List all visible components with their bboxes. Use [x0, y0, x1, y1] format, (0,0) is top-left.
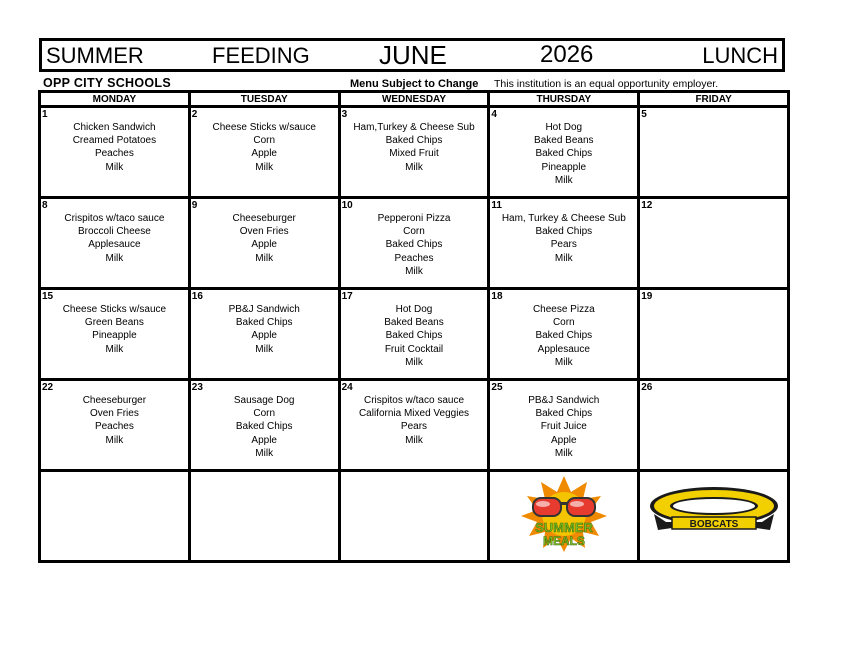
day-cell — [639, 107, 789, 198]
menu-item: Green Beans — [84, 317, 144, 329]
menu-items — [191, 381, 338, 460]
menu-items — [341, 199, 488, 278]
week-row — [40, 198, 789, 289]
title-bar — [39, 38, 785, 72]
menu-item: Milk — [405, 161, 423, 173]
menu-item: Apple — [251, 330, 277, 342]
weekday-header: TUESDAY — [189, 92, 339, 107]
menu-item: Cheeseburger — [232, 213, 296, 224]
menu-item: Milk — [554, 356, 573, 368]
menu-item: Oven Fries — [89, 408, 139, 420]
menu-item: Cheese Pizza — [532, 304, 595, 315]
day-number: 1 — [42, 109, 48, 120]
menu-items — [490, 108, 637, 187]
menu-item: PB&J Sandwich — [528, 395, 600, 406]
day-number: 18 — [491, 291, 503, 302]
menu-items — [341, 381, 488, 447]
title-month: JUNE — [379, 40, 447, 70]
calendar-body — [40, 107, 789, 471]
menu-item: Milk — [255, 161, 274, 173]
menu-items — [341, 108, 488, 174]
menu-item: Applesauce — [537, 343, 590, 355]
menu-item: Ham,Turkey & Cheese Sub — [353, 122, 475, 133]
menu-item: Hot Dog — [545, 122, 583, 133]
menu-items — [640, 381, 787, 394]
menu-item: Broccoli Cheese — [77, 226, 151, 238]
menu-item: Corn — [253, 135, 276, 147]
day-number: 26 — [641, 382, 653, 393]
menu-item: Corn — [403, 226, 425, 238]
menu-item: Ham, Turkey & Cheese Sub — [501, 213, 626, 224]
day-number: 17 — [341, 291, 353, 302]
menu-item: Baked Chips — [235, 317, 293, 329]
weekday-header: WEDNESDAY — [339, 92, 489, 107]
menu-item: Pears — [550, 239, 577, 251]
menu-item: Creamed Potatoes — [72, 135, 157, 147]
menu-item: Baked Chips — [535, 226, 593, 238]
week-row — [40, 380, 789, 471]
menu-item: Milk — [554, 174, 573, 186]
bobcats-logo-graphic — [644, 484, 784, 544]
day-cell — [40, 107, 190, 198]
menu-items — [191, 108, 338, 174]
menu-item: Apple — [551, 434, 577, 446]
menu-item: Baked Chips — [385, 330, 443, 342]
empty-cell — [189, 471, 339, 562]
day-cell — [40, 380, 190, 471]
day-cell — [489, 289, 639, 380]
day-number: 3 — [341, 109, 348, 120]
svg-text:MEALS: MEALS — [542, 533, 585, 548]
menu-item: Oven Fries — [239, 226, 289, 238]
bobcats-logo — [639, 471, 789, 562]
menu-item: Baked Chips — [535, 148, 593, 160]
svg-text:SUMMER: SUMMER — [534, 519, 593, 535]
menu-item: Corn — [253, 408, 276, 420]
day-number: 11 — [491, 200, 502, 211]
menu-items — [490, 199, 637, 265]
weekday-header: THURSDAY — [489, 92, 639, 107]
day-number: 9 — [191, 200, 198, 211]
day-number: 15 — [42, 291, 54, 302]
menu-item: Peaches — [94, 421, 134, 433]
menu-item: Milk — [405, 434, 423, 446]
title-year: 2026 — [540, 41, 594, 68]
menu-item: Crispitos w/taco sauce — [64, 213, 165, 224]
menu-item: Cheese Sticks w/sauce — [62, 304, 167, 315]
summer-meals-logo-graphic — [499, 474, 629, 554]
menu-item: Pears — [400, 421, 428, 433]
menu-items — [41, 108, 188, 174]
logo-row — [40, 471, 789, 562]
day-number: 23 — [191, 382, 203, 393]
title-feeding: FEEDING — [212, 43, 310, 68]
day-cell — [339, 198, 489, 289]
menu-notice: Menu Subject to Change — [350, 78, 479, 90]
day-cell — [189, 289, 339, 380]
menu-item: Peaches — [394, 252, 434, 264]
menu-item: California Mixed Veggies — [358, 408, 470, 420]
equal-opportunity-notice: This institution is an equal opportunity employer. — [494, 78, 719, 90]
menu-items — [341, 290, 488, 369]
day-number: 8 — [42, 200, 48, 211]
day-number: 16 — [191, 291, 203, 302]
menu-item: Milk — [105, 434, 124, 446]
menu-item: Pineapple — [92, 330, 137, 342]
menu-item: Baked Chips — [235, 421, 293, 433]
day-number: 24 — [341, 382, 353, 393]
menu-item: Baked Beans — [384, 317, 444, 329]
empty-cell — [339, 471, 489, 562]
day-cell — [40, 198, 190, 289]
svg-text:BOBCATS: BOBCATS — [689, 518, 738, 530]
menu-item: Chicken Sandwich — [73, 122, 156, 133]
weekday-header-row — [40, 92, 789, 107]
menu-item: Milk — [255, 447, 274, 459]
menu-item: Hot Dog — [395, 304, 433, 315]
day-cell — [489, 107, 639, 198]
day-number: 5 — [641, 109, 647, 120]
menu-item: Milk — [105, 252, 124, 264]
menu-calendar — [38, 90, 790, 563]
menu-item: PB&J Sandwich — [228, 304, 300, 315]
day-cell — [189, 380, 339, 471]
day-number: 25 — [491, 382, 503, 393]
day-number: 19 — [641, 291, 653, 302]
day-cell — [639, 198, 789, 289]
day-number: 10 — [341, 200, 353, 211]
day-cell — [639, 380, 789, 471]
title-meal: LUNCH — [702, 43, 778, 68]
day-number: 2 — [191, 109, 198, 120]
menu-item: Pineapple — [541, 161, 587, 173]
day-cell — [339, 380, 489, 471]
menu-item: Fruit Cocktail — [384, 343, 444, 355]
day-cell — [489, 198, 639, 289]
menu-item: Peaches — [94, 148, 134, 160]
weekday-header: MONDAY — [40, 92, 190, 107]
menu-items — [191, 199, 338, 265]
menu-item: Apple — [251, 434, 277, 446]
day-cell — [189, 107, 339, 198]
menu-item: Cheeseburger — [82, 395, 147, 406]
day-cell — [339, 289, 489, 380]
empty-cell — [40, 471, 190, 562]
menu-item: Milk — [405, 265, 423, 277]
menu-item: Baked Chips — [535, 330, 593, 342]
day-cell — [189, 198, 339, 289]
menu-item: Baked Chips — [385, 239, 443, 251]
menu-item: Milk — [405, 356, 423, 368]
menu-item: Milk — [554, 447, 573, 459]
menu-items — [640, 199, 787, 212]
menu-item: Milk — [554, 252, 573, 264]
menu-items — [41, 381, 188, 447]
menu-item: Sausage Dog — [233, 395, 295, 406]
menu-item: Apple — [251, 239, 277, 251]
menu-item: Applesauce — [88, 239, 141, 251]
menu-item: Cheese Sticks w/sauce — [212, 122, 316, 133]
menu-item: Apple — [251, 148, 277, 160]
menu-item: Baked Chips — [385, 135, 443, 147]
day-number: 22 — [42, 382, 54, 393]
week-row — [40, 289, 789, 380]
day-cell — [489, 380, 639, 471]
menu-item: Crispitos w/taco sauce — [363, 395, 465, 406]
week-row — [40, 107, 789, 198]
menu-item: Baked Chips — [535, 408, 593, 420]
menu-items — [640, 108, 787, 121]
menu-item: Milk — [255, 252, 274, 264]
day-number: 12 — [641, 200, 653, 211]
menu-items — [640, 290, 787, 303]
menu-item: Corn — [552, 317, 575, 329]
day-number: 4 — [491, 109, 497, 120]
weekday-header: FRIDAY — [639, 92, 789, 107]
menu-item: Pepperoni Pizza — [377, 213, 451, 224]
menu-items — [191, 290, 338, 356]
school-name: OPP CITY SCHOOLS — [43, 76, 171, 90]
menu-item: Milk — [255, 343, 274, 355]
menu-items — [41, 290, 188, 356]
day-cell — [639, 289, 789, 380]
menu-items — [41, 199, 188, 265]
menu-item: Milk — [105, 161, 124, 173]
menu-item: Mixed Fruit — [389, 148, 439, 160]
day-cell — [339, 107, 489, 198]
menu-items — [490, 290, 637, 369]
menu-item: Milk — [105, 343, 124, 355]
day-cell — [40, 289, 190, 380]
menu-item: Fruit Juice — [540, 421, 587, 433]
title-summer: SUMMER — [46, 43, 144, 68]
menu-item: Baked Beans — [534, 135, 594, 147]
menu-items — [490, 381, 637, 460]
summer-meals-logo — [489, 471, 639, 562]
